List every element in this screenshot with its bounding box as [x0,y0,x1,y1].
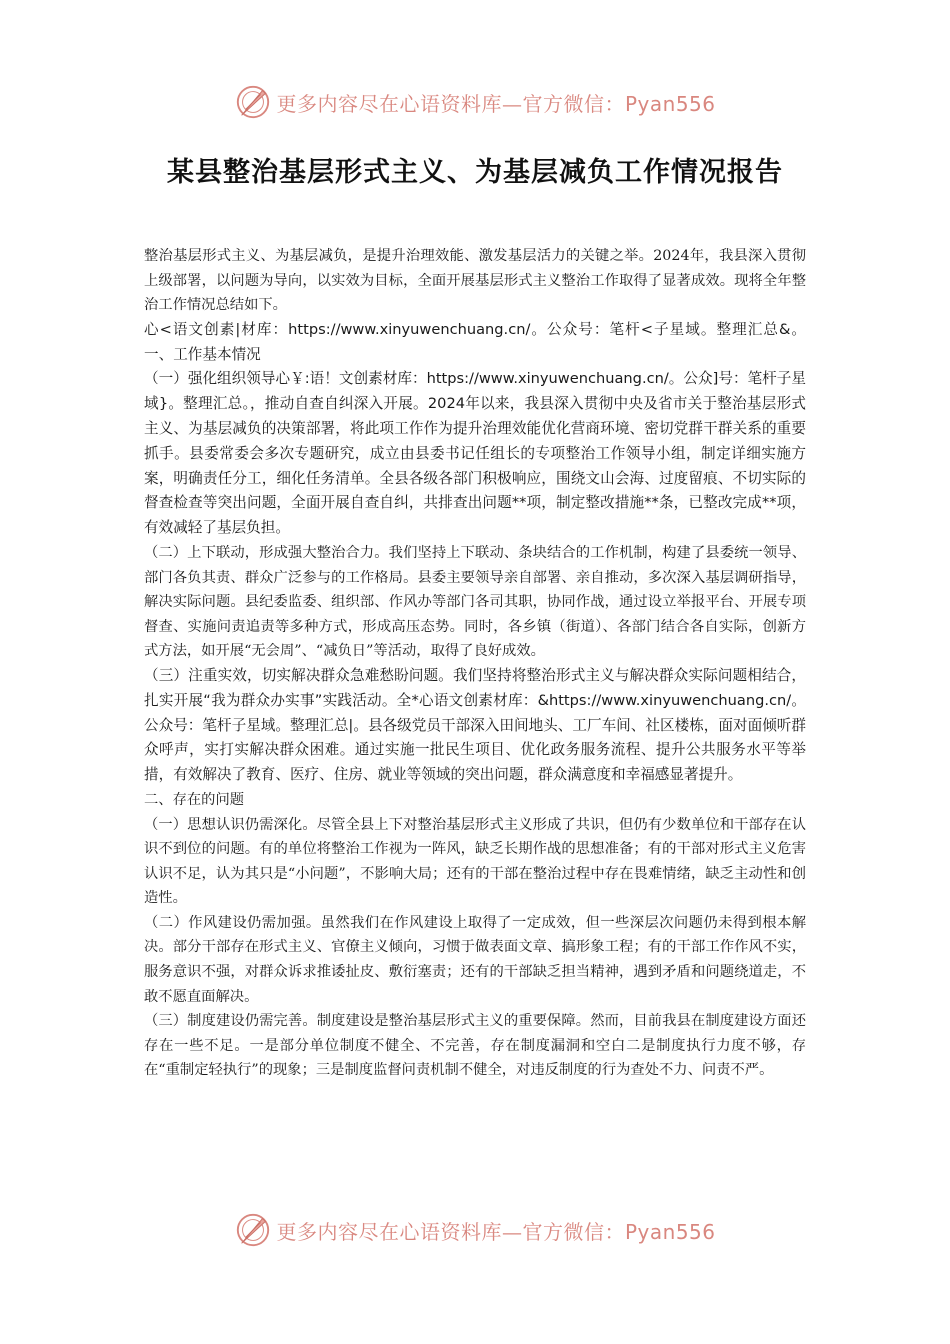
section-two-heading: 二、存在的问题 [144,791,245,808]
paragraph-section-one-heading: 心<语文创素|材库：https://www.xinyuwenchuang.cn/。公众号：笔杆<子星域。整理汇总&。一、工作基本情况 [144,320,806,363]
paragraph-item-2-1: （一）思想认识仍需深化。尽管全县上下对整治基层形式主义形成了共识，但仍有少数单位和干部存在认识不到位的问题。有的单位将整治工作视为一阵风，缺乏长期作战的思想准备；有的干部对形式主义危害认识不足，认为其只是“小问题”，不影响大局；还有的干部在整治过程中存在畏难情绪，缺乏主动性和创造性。 [144,816,806,907]
paragraph-item-1-2: （二）上下联动，形成强大整治合力。我们坚持上下联动、条块结合的工作机制，构建了县委统一领导、部门各负其责、群众广泛参与的工作格局。县委主要领导亲自部署、亲自推动，多次深入基层调研指导，解决实际问题。县纪委监委、组织部、作风办等部门各司其职，协同作战，通过设立举报平台、开展专项督查、实施问责追责等多种方式，形成高压态势。同时，各乡镇（街道）、各部门结合各自实际，创新方式方法，如开展“无会周”、“减负日”等活动，取得了良好成效。 [144,544,806,660]
paragraph-intro: 整治基层形式主义、为基层减负，是提升治理效能、激发基层活力的关键之举。2024年，我县深入贯彻上级部署，以问题为导向，以实效为目标，全面开展基层形式主义整治工作取得了显著成效。现将全年整治工作情况总结如下。 [144,248,806,314]
paragraph-item-2-2: （二）作风建设仍需加强。虽然我们在作风建设上取得了一定成效，但一些深层次问题仍未得到根本解决。部分干部存在形式主义、官僚主义倾向，习惯于做表面文章、搞形象工程；有的干部工作作风不实，服务意识不强，对群众诉求推诿扯皮、敷衍塞责；还有的干部缺乏担当精神，遇到矛盾和问题绕道走，不敢不愿直面解决。 [144,914,806,1005]
document-title: 某县整治基层形式主义、为基层减负工作情况报告 [167,157,783,188]
document-body [144,244,806,1083]
paragraph-item-1-1: （一）强化组织领导心￥:语！文创素材库：https://www.xinyuwenchuang.cn/。公众]号：笔杆子星域}。整理汇总。，推动自查自纠深入开展。2024年以来，我县深入贯彻中央及省市关于整治基层形式主义、为基层减负的决策部署，将此项工作作为提升治理效能优化营商环境、密切党群干群关系的重要抓手。县委常委会多次专题研究，成立由县委书记任组长的专项整治工作领导小组，制定详细实施方案，明确责任分工，细化任务清单。全县各级各部门积极响应，围绕文山会海、过度留痕、不切实际的督查检查等突出问题，全面开展自查自纠，共排查出问题**项，制定整改措施**条，已整改完成**项，有效减轻了基层负担。 [144,370,806,537]
watermark-text: 更多内容尽在心语资料库—官方微信： [276,1219,625,1244]
watermark-text: 更多内容尽在心语资料库—官方微信： [276,91,625,116]
watermark-wechat-id: Pyan556 [624,1219,716,1244]
quill-logo-icon [234,1211,272,1249]
header-watermark [0,82,950,122]
footer-watermark [0,1210,950,1250]
quill-logo-icon [234,83,272,121]
paragraph-item-2-3: （三）制度建设仍需完善。制度建设是整治基层形式主义的重要保障。然而，目前我县在制度建设方面还存在一些不足。一是部分单位制度不健全、不完善，存在制度漏洞和空白二是制度执行力度不够，存在“重制定轻执行”的现象；三是制度监督问责机制不健全，对违反制度的行为查处不力、问责不严。 [144,1013,806,1079]
watermark-wechat-id: Pyan556 [624,91,716,116]
paragraph-item-1-3: （三）注重实效，切实解决群众急难愁盼问题。我们坚持将整治形式主义与解决群众实际问题相结合，扎实开展“我为群众办实事”实践活动。全*心语文创素材库：&https://www.xinyuwenchuang.cn/。公众号：笔杆子星域。整理汇总|。县各级党员干部深入田间地头、工厂车间、社区楼栋，面对面倾听群众呼声，实打实解决群众困难。通过实施一批民生项目、优化政务服务流程、提升公共服务水平等举措，有效解决了教育、医疗、住房、就业等领域的突出问题，群众满意度和幸福感显著提升。 [144,666,806,784]
